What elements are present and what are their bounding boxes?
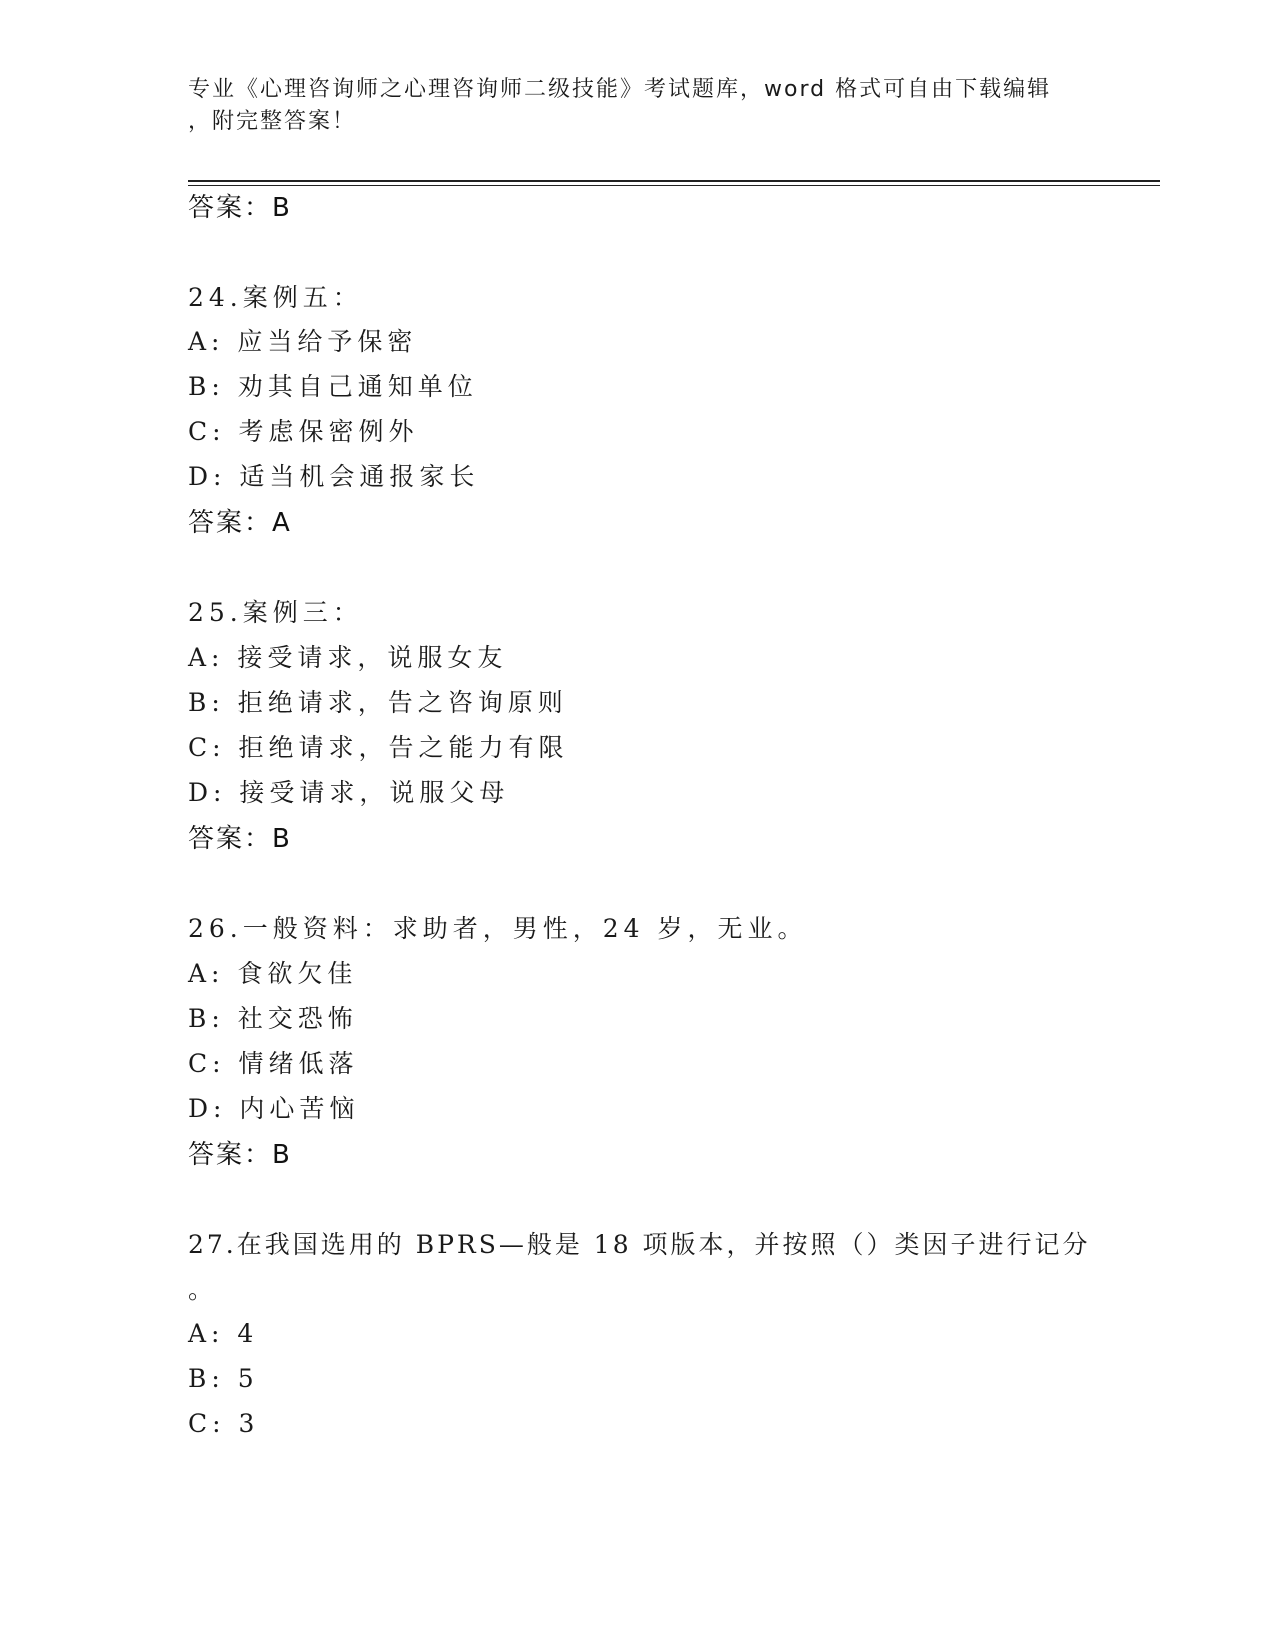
question-stem: 25.案例三： [188,598,363,627]
header-title-line-2: ，附完整答案！ [188,109,357,134]
option-a: A: 接受请求，说服女友 [188,643,508,672]
option-a: A: 4 [188,1319,259,1348]
answer-line: 答案：B [188,824,292,854]
answer-line: 答案：B [188,193,292,223]
option-d: D: 接受请求，说服父母 [188,778,510,807]
question-stem-continuation: 。 [188,1275,219,1304]
option-c: C: 考虑保密例外 [188,417,419,446]
option-b: B: 社交恐怖 [188,1004,358,1033]
answer-line: 答案：B [188,1140,292,1170]
header-divider-thick [188,180,1160,182]
option-b: B: 拒绝请求，告之咨询原则 [188,688,568,717]
header-divider-thin [188,185,1160,186]
option-d: D: 内心苦恼 [188,1094,360,1123]
header-title-line-1: 专业《心理咨询师之心理咨询师二级技能》考试题库，word 格式可自由下载编辑 [188,77,1052,102]
page-header [188,74,1068,138]
option-b: B: 5 [188,1364,259,1393]
option-a: A: 应当给予保密 [188,327,418,356]
question-stem: 24.案例五： [188,283,363,312]
option-c: C: 3 [188,1409,260,1438]
option-c: C: 拒绝请求，告之能力有限 [188,733,569,762]
option-a: A: 食欲欠佳 [188,959,358,988]
option-b: B: 劝其自己通知单位 [188,372,478,401]
question-stem: 27.在我国选用的 BPRS—般是 18 项版本，并按照（）类因子进行记分 [188,1230,1091,1259]
option-d: D: 适当机会通报家长 [188,462,480,491]
question-stem: 26.一般资料：求助者，男性，24 岁，无业。 [188,914,808,943]
answer-line: 答案：A [188,508,292,538]
option-c: C: 情绪低落 [188,1049,359,1078]
